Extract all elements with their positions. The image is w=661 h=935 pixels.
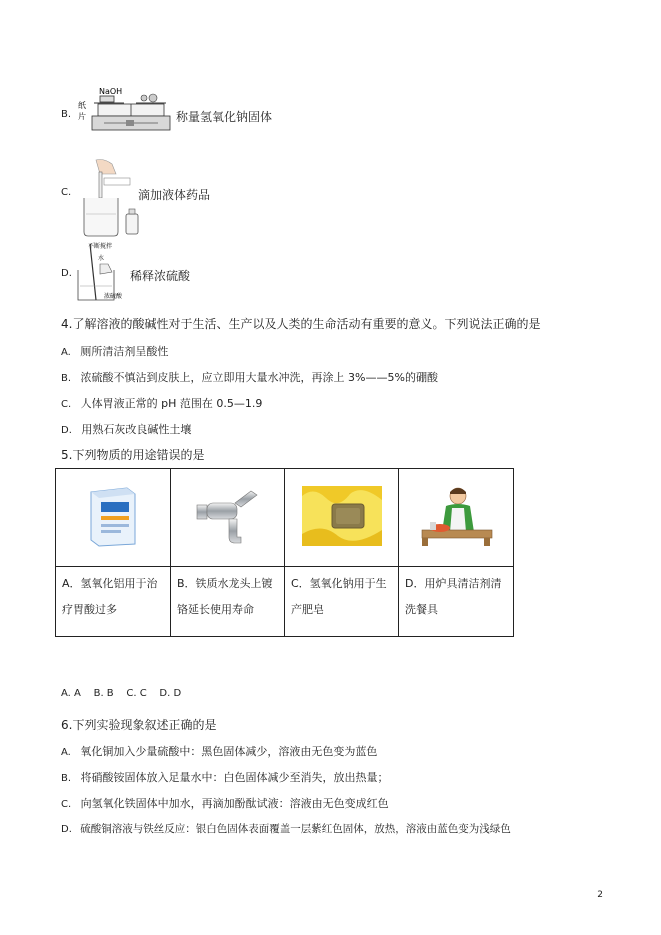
naoh-label: NaOH — [99, 87, 123, 96]
soap-image — [302, 486, 382, 546]
acid-label: 浓硫酸 — [104, 293, 123, 300]
q4-option-b — [61, 369, 438, 385]
q5-caption-a: A．氢氧化铝用于治疗胃酸过多 — [56, 567, 171, 637]
q5-image-cell-c — [285, 469, 399, 567]
q5-image-cell-d — [399, 469, 514, 567]
q3-option-c-label: C. — [61, 187, 72, 198]
dilution-figure — [70, 240, 130, 304]
q3-option-d-label: D. — [61, 268, 72, 279]
q6-option-c — [61, 795, 389, 811]
q4-option-b-text: 浓硫酸不慎沾到皮肤上，应立即用大量水冲洗，再涂上 3%——5%的硼酸 — [80, 371, 438, 384]
q6-option-b-text: 将硝酸铵固体放入足量水中：白色固体减少至消失，放出热量； — [80, 771, 389, 784]
q3-option-d-text: 稀释浓硫酸 — [130, 269, 191, 283]
q4-option-a-text: 厕所清洁剂呈酸性 — [80, 345, 169, 358]
q6-option-b-label: B. — [61, 773, 72, 784]
q6-option-a-text: 氧化铜加入少量硫酸中：黑色固体减少，溶液由无色变为蓝色 — [80, 745, 378, 758]
dropper-figure — [78, 158, 144, 238]
q5-caption-c: C．氢氧化钠用于生产肥皂 — [285, 567, 399, 637]
water-label: 水 — [98, 255, 105, 262]
q4-option-c-label: C. — [61, 399, 72, 410]
q4-stem: 4.了解溶液的酸碱性对于生活、生产以及人类的生命活动有重要的意义。下列说法正确的是 — [61, 317, 541, 331]
q6-option-d-text: 硫酸铜溶液与铁丝反应：银白色固体表面覆盖一层紫红色固体，放热，溶液由蓝色变为浅绿色 — [80, 823, 511, 835]
q5-image-cell-b — [171, 469, 285, 567]
q5-caption-b: B．铁质水龙头上镀铬延长使用寿命 — [171, 567, 285, 637]
q6-option-d — [61, 821, 511, 836]
q5-stem: 5.下列物质的用途错误的是 — [61, 448, 205, 462]
q4-option-d — [61, 421, 191, 437]
q5-answer-choices: A. A B. B C. C D. D — [61, 688, 182, 699]
q5-table — [55, 468, 514, 637]
q4-option-d-label: D. — [61, 425, 72, 436]
q6-option-d-label: D. — [61, 824, 72, 835]
antacid-box-image — [83, 484, 143, 548]
q4-option-d-text: 用熟石灰改良碱性土壤 — [81, 423, 192, 436]
paper-label-1: 纸 — [78, 101, 86, 110]
q5-caption-d: D．用炉具清洁剂清洗餐具 — [399, 567, 514, 637]
q3-option-b-text: 称量氢氧化钠固体 — [176, 110, 273, 124]
q3-option-b-label: B. — [61, 109, 72, 120]
q4-option-c — [61, 395, 262, 411]
q6-option-b — [61, 769, 389, 785]
q3-option-c-text: 滴加液体药品 — [138, 188, 211, 202]
stir-label: 不断搅拌 — [88, 243, 113, 250]
q6-option-c-text: 向氢氧化铁固体中加水，再滴加酚酞试液：溶液由无色变成红色 — [80, 797, 389, 810]
q4-option-b-label: B. — [61, 373, 72, 384]
balance-figure — [74, 86, 174, 136]
faucet-image — [193, 481, 263, 551]
q6-option-a-label: A. — [61, 747, 71, 758]
q6-option-a — [61, 743, 377, 759]
q4-option-c-text: 人体胃液正常的 pH 范围在 0.5—1.9 — [80, 397, 263, 410]
q4-option-a-label: A. — [61, 347, 71, 358]
paper-label-2: 片 — [78, 112, 86, 121]
page-number: 2 — [597, 890, 603, 900]
q5-image-cell-a — [56, 469, 171, 567]
q6-stem: 6.下列实验现象叙述正确的是 — [61, 718, 217, 732]
q4-option-a — [61, 343, 168, 359]
cleaning-person-image — [416, 484, 496, 548]
q6-option-c-label: C. — [61, 799, 72, 810]
